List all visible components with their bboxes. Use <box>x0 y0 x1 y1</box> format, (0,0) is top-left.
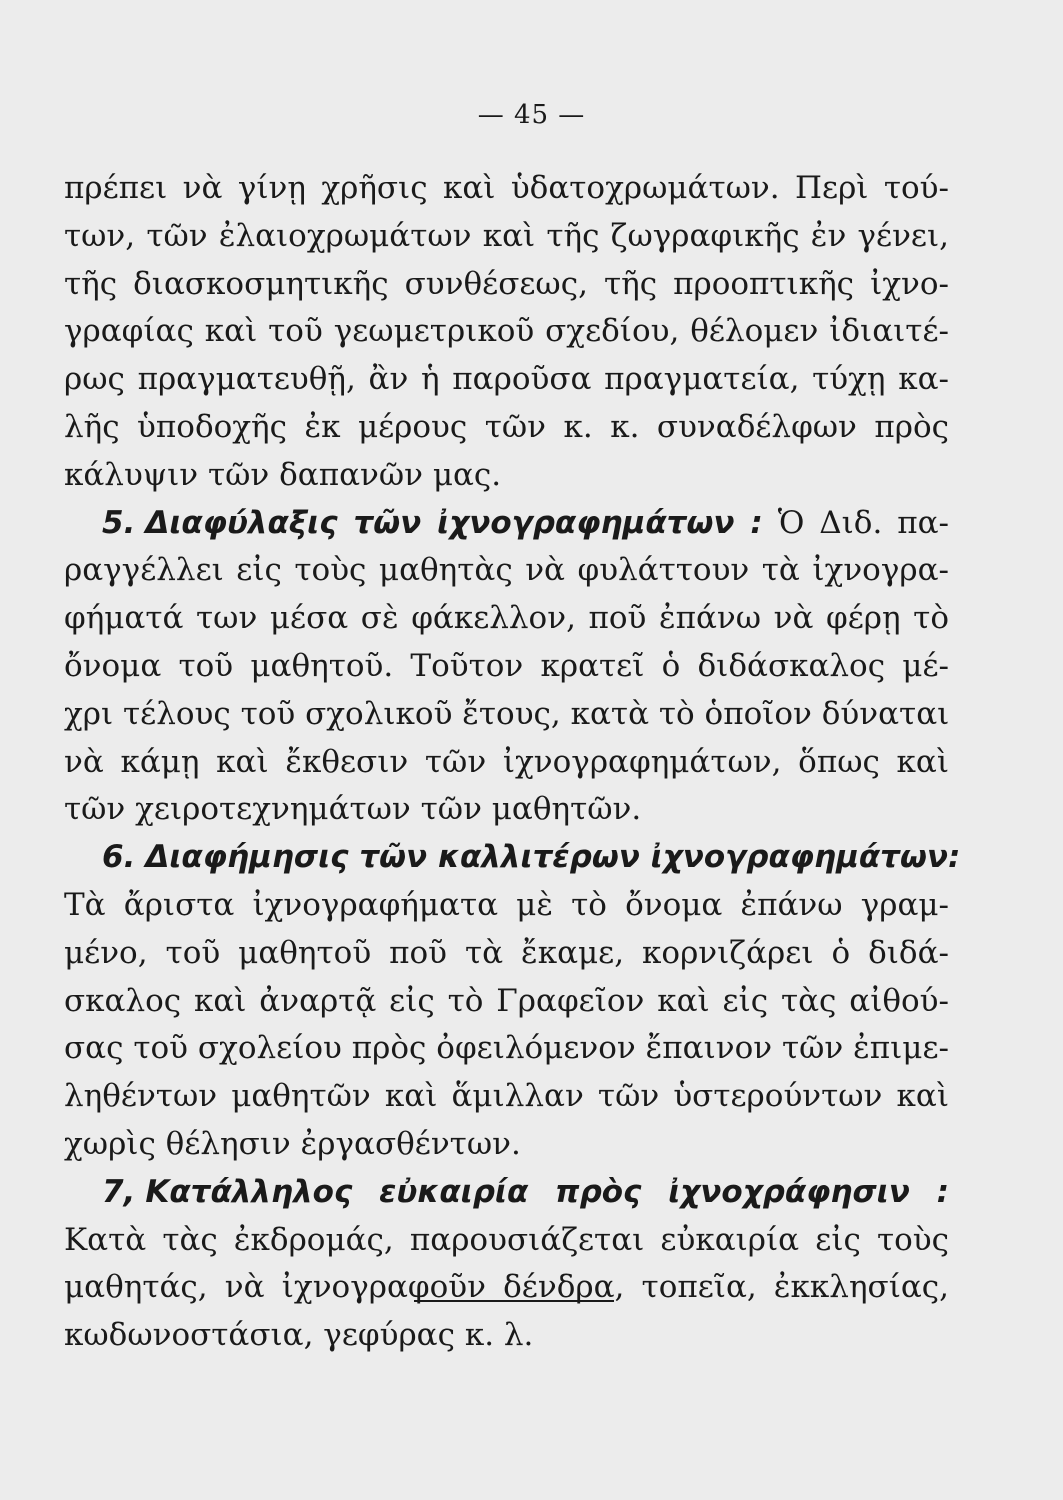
end-rule-divider <box>414 1300 614 1302</box>
text-line: ρως πραγματευθῇ, ἂν ἡ παροῦσα πραγματεία, τύχῃ κα- <box>64 361 949 398</box>
text-line: των, τῶν ἐλαιοχρωμάτων καὶ τῆς ζωγραφικῆς ἐν γένει, <box>64 217 949 254</box>
text-line: κάλυψιν τῶν δαπανῶν μας. <box>64 456 502 493</box>
section-7-heading-line <box>64 1169 949 1217</box>
section-7-number: 7, <box>102 1173 136 1210</box>
text-line: Τὰ ἄριστα ἰχνογραφήματα μὲ τὸ ὄνομα ἐπάνω γραμ- <box>64 886 949 923</box>
text-line: σκαλος καὶ ἀναρτᾷ εἰς τὸ Γραφεῖον καὶ εἰς τὰς αἰθού- <box>64 982 949 1019</box>
section-6-heading: Διαφήμησις τῶν καλλιτέρων ἰχνογραφημάτων: <box>145 839 961 876</box>
text-line: πρέπει νὰ γίνῃ χρῆσις καὶ ὑδατοχρωμάτων. Περὶ τού- <box>64 170 949 206</box>
section-5-heading: Διαφύλαξις τῶν ἰχνογραφημάτων : <box>145 504 763 541</box>
section-5-heading-rest: Ὁ Διδ. πα- <box>777 504 949 541</box>
text-line: τῆς διασκοσμητικῆς συνθέσεως, τῆς προοπτικῆς ἰχνο- <box>64 265 949 302</box>
section-5-heading-line <box>64 500 949 548</box>
text-line: μαθητάς, νὰ ἰχνογραφοῦν δένδρα, τοπεῖα, ἐκκλησίας, <box>64 1269 949 1306</box>
text-line: μένο, τοῦ μαθητοῦ ποῦ τὰ ἔκαμε, κορνιζάρει ὁ διδά- <box>64 934 949 971</box>
page-number: — 45 — <box>477 100 586 130</box>
text-line: νὰ κάμῃ καὶ ἔκθεσιν τῶν ἰχνογραφημάτων, ὅπως καὶ <box>64 743 949 780</box>
text-line: λῆς ὑποδοχῆς ἐκ μέρους τῶν κ. κ. συναδέλφων πρὸς <box>64 408 949 445</box>
text-line: χωρὶς θέλησιν ἐργασθέντων. <box>64 1125 521 1162</box>
section-5-number: 5. <box>102 504 136 541</box>
text-line: Κατὰ τὰς ἐκδρομάς, παρουσιάζεται εὐκαιρία εἰς τοὺς <box>64 1221 949 1258</box>
text-line: ληθέντων μαθητῶν καὶ ἅμιλλαν τῶν ὑστερούντων καὶ <box>64 1078 949 1115</box>
text-line: ὄνομα τοῦ μαθητοῦ. Τοῦτον κρατεῖ ὁ διδάσκαλος μέ- <box>64 647 949 684</box>
text-line: ραγγέλλει εἰς τοὺς μαθητὰς νὰ φυλάττουν τὰ ἰχνογρα- <box>64 552 949 589</box>
section-6-number: 6. <box>102 839 136 876</box>
text-line: γραφίας καὶ τοῦ γεωμετρικοῦ σχεδίου, θέλομεν ἰδιαιτέ- <box>64 313 949 350</box>
body-text <box>64 165 961 1360</box>
section-7-heading: Κατάλληλος εὐκαιρία πρὸς ἰχνοχράφησιν : <box>145 1173 949 1210</box>
text-line: σας τοῦ σχολείου πρὸς ὀφειλόμενον ἔπαινον τῶν ἐπιμε- <box>64 1030 949 1067</box>
text-line: τῶν χειροτεχνημάτων τῶν μαθητῶν. <box>64 791 642 828</box>
section-6-heading-line <box>64 834 961 882</box>
text-line: κωδωνοστάσια, γεφύρας κ. λ. <box>64 1317 534 1354</box>
text-line: χρι τέλους τοῦ σχολικοῦ ἔτους, κατὰ τὸ ὁποῖον δύναται <box>64 695 950 732</box>
text-line: φήματά των μέσα σὲ φάκελλον, ποῦ ἐπάνω νὰ φέρῃ τὸ <box>64 600 949 637</box>
